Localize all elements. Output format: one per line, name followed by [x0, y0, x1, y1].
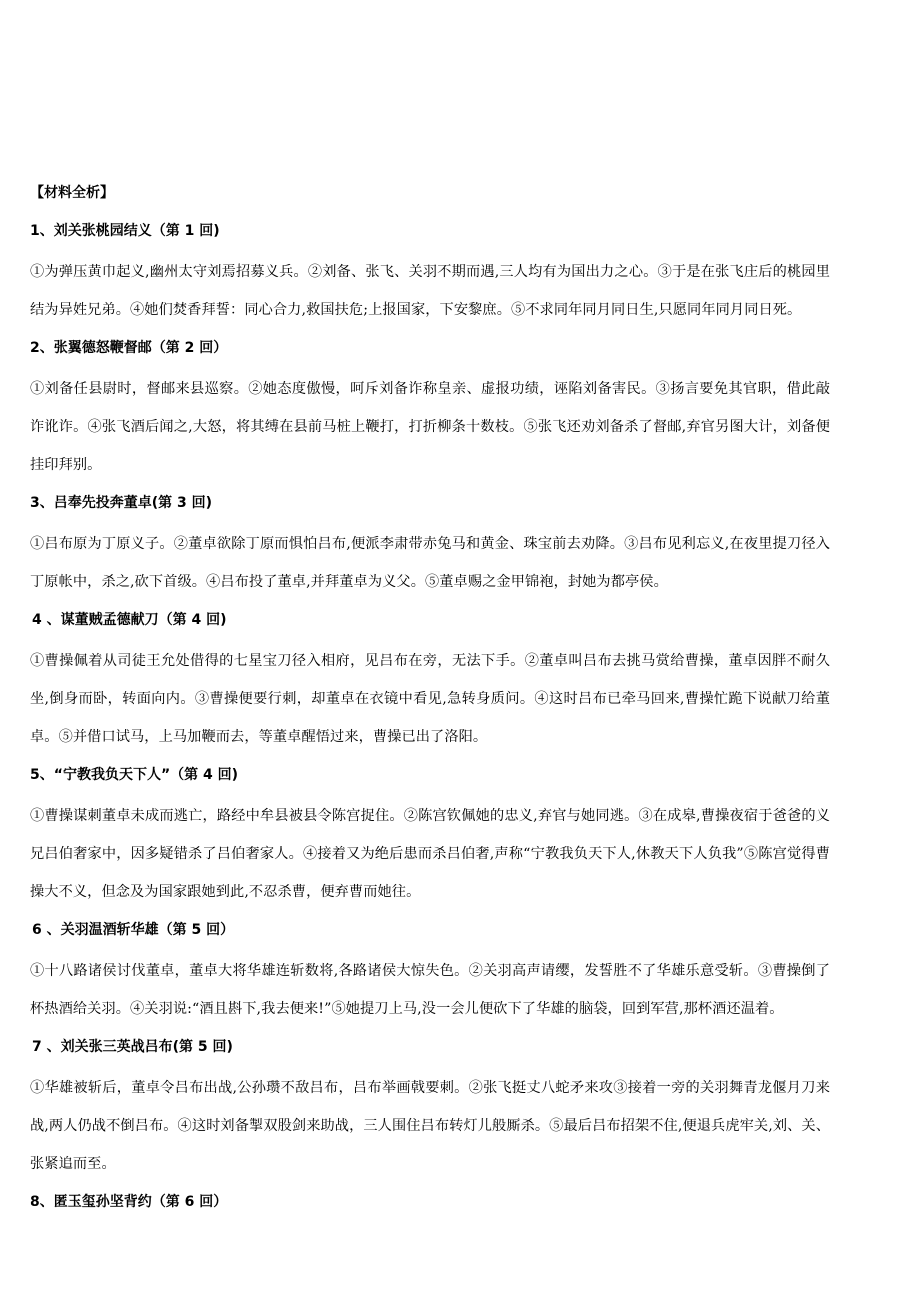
section-text: ①华雄被斩后，董卓令吕布出战,公孙瓒不敌吕布，吕布举画戟要刺。②张飞挺丈八蛇矛来攻③接着一旁的关羽舞青龙偃月刀来战,两人仍战不倒吕布。④这时刘备掣双股剑来助战，三人围住吕布转灯儿般厮杀。⑤最后吕布招架不住,便退兵虎牢关,刘、关、张紧追而至。: [30, 1080, 830, 1172]
section-title: 5、“宁教我负天下人”（第 4 回): [30, 767, 239, 783]
section-text: ①为弹压黄巾起义,幽州太守刘焉招募义兵。②刘备、张飞、关羽不期而遇,三人均有为国出力之心。③于是在张飞庄后的桃园里结为异姓兄弟。④她们焚香拜誓：同心合力,救国扶危;上报国家，下安黎庶。⑤不求同年同月同日生,只愿同年同月同日死。: [30, 264, 830, 318]
section-title: 7 、刘关张三英战吕布(第 5 回): [32, 1039, 233, 1055]
section-title: 2、张翼德怒鞭督邮（第 2 回）: [30, 340, 228, 356]
section-4: [30, 611, 830, 756]
section-text: ①十八路诸侯讨伐董卓，董卓大将华雄连斩数将,各路诸侯大惊失色。②关羽高声请缨，发誓胜不了华雄乐意受斩。③曹操倒了杯热酒给关羽。④关羽说:“酒且斟下,我去便来!”⑤她提刀上马,没一会儿便砍下了华雄的脑袋，回到军营,那杯酒还温着。: [30, 963, 830, 1017]
section-title: 1、刘关张桃园结义（第 1 回): [30, 223, 220, 239]
section-text: ①曹操谋刺董卓未成而逃亡，路经中牟县被县令陈宫捉住。②陈宫钦佩她的忠义,弃官与她同逃。③在成皋,曹操夜宿于爸爸的义兄吕伯奢家中，因多疑错杀了吕伯奢家人。④接着又为绝后患而杀吕伯奢,声称“宁教我负天下人,休教天下人负我”⑤陈宫觉得曹操大不义，但念及为国家跟她到此,不忍杀曹，便弃曹而她往。: [30, 808, 830, 900]
section-title: 8、匿玉玺孙坚背约（第 6 回）: [30, 1194, 228, 1210]
section-7: [30, 1038, 830, 1183]
section-2: [30, 339, 830, 484]
section-5: [30, 766, 830, 911]
section-6: [30, 921, 830, 1028]
section-text: ①吕布原为丁原义子。②董卓欲除丁原而惧怕吕布,便派李肃带赤兔马和黄金、珠宝前去劝降。③吕布见利忘义,在夜里提刀径入丁原帐中，杀之,砍下首级。④吕布投了董卓,并拜董卓为义父。⑤董卓赐之金甲锦袍，封她为都亭侯。: [30, 536, 830, 590]
section-title: 6 、关羽温酒斩华雄（第 5 回）: [32, 922, 235, 938]
document-body: [30, 184, 830, 1219]
section-title: 4 、谋董贼孟德献刀（第 4 回): [32, 612, 227, 628]
section-text: ①曹操佩着从司徒王允处借得的七星宝刀径入相府，见吕布在旁，无法下手。②董卓叫吕布去挑马赏给曹操，董卓因胖不耐久坐,倒身而卧，转面向内。③曹操便要行刺，却董卓在衣镜中看见,急转身质问。④这时吕布已牵马回来,曹操忙跪下说献刀给董卓。⑤并借口试马，上马加鞭而去，等董卓醒悟过来，曹操已出了洛阳。: [30, 653, 830, 745]
section-text: ①刘备任县尉时，督邮来县巡察。②她态度傲慢，呵斥刘备诈称皇亲、虚报功绩，诬陷刘备害民。③扬言要免其官职，借此敲诈讹诈。④张飞酒后闻之,大怒，将其缚在县前马桩上鞭打，打折柳条十数枝。⑤张飞还劝刘备杀了督邮,弃官另图大计，刘备便挂印拜别。: [30, 381, 830, 473]
section-3: [30, 494, 830, 601]
section-8: [30, 1193, 830, 1219]
section-title: 3、吕奉先投奔董卓(第 3 回): [30, 495, 213, 511]
document-heading: 【材料全析】: [30, 185, 114, 201]
section-1: [30, 222, 830, 329]
